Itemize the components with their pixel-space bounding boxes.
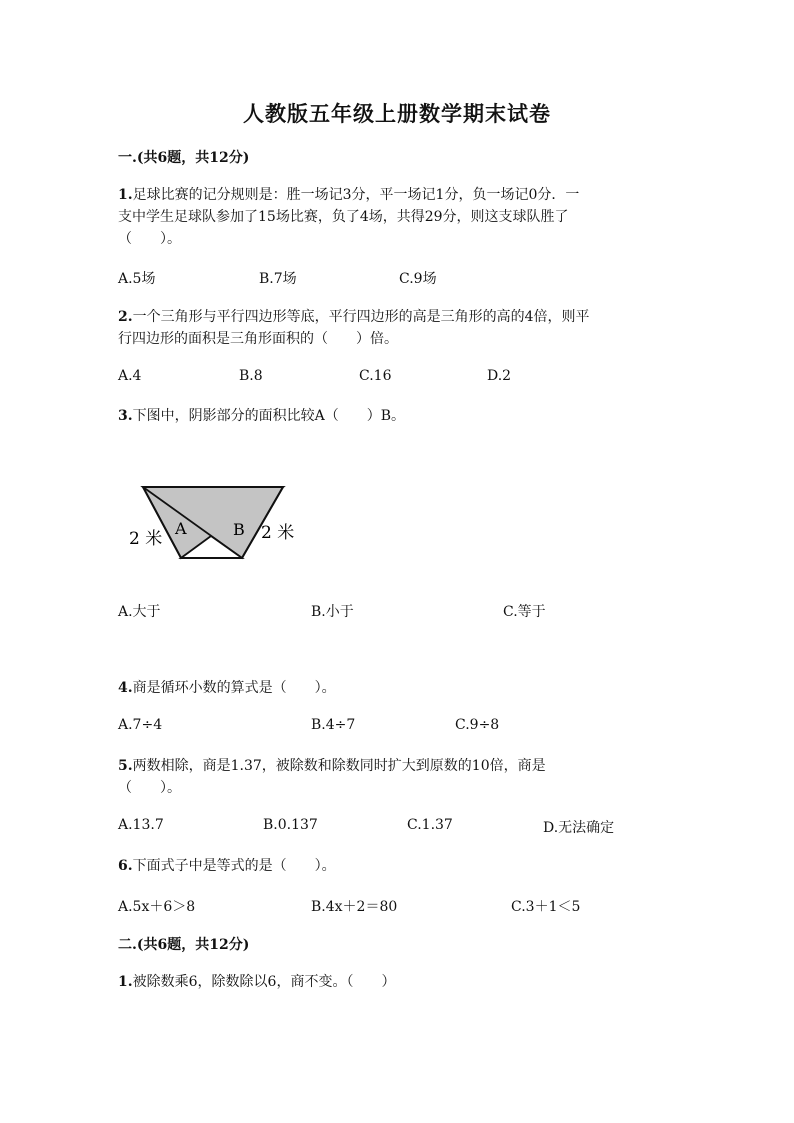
label-a: A	[175, 519, 187, 538]
option-a: A.7÷4	[118, 717, 163, 733]
option-d: D.2	[487, 368, 512, 384]
question-text-line: （ ）。	[118, 231, 181, 247]
option-b: B.小于	[311, 604, 354, 620]
question-3	[118, 405, 405, 427]
question-text-line: 下面式子中是等式的是（ ）。	[132, 858, 336, 874]
option-a: A.大于	[118, 604, 161, 620]
question-number: 1.	[118, 187, 133, 203]
question-number: 5.	[118, 758, 133, 774]
right-length-label: 2 米	[261, 523, 295, 543]
question-number: 6.	[118, 858, 133, 874]
question-text-line: 两数相除，商是1.37，被除数和除数同时扩大到原数的10倍，商是	[132, 758, 546, 774]
option-c: C.3＋1＜5	[511, 899, 581, 915]
question-text-line: 一个三角形与平行四边形等底，平行四边形的高是三角形的高的4倍，则平	[132, 309, 590, 325]
question-number: 3.	[118, 408, 133, 424]
option-a: A.5x＋6＞8	[118, 899, 196, 915]
question-text-line: 足球比赛的记分规则是：胜一场记3分，平一场记1分，负一场记0分．一	[132, 187, 580, 203]
option-d: D.无法确定	[543, 820, 615, 836]
question-number: 4.	[118, 680, 133, 696]
option-b: B.4x＋2＝80	[311, 899, 398, 915]
option-b: B.7场	[259, 271, 297, 287]
question-6	[118, 855, 336, 877]
option-b: B.0.137	[263, 817, 318, 833]
question-number: 2.	[118, 309, 133, 325]
question-number: 1.	[118, 974, 133, 990]
option-b: B.4÷7	[311, 717, 356, 733]
question-text-line: 下图中，阴影部分的面积比较A（ ）B。	[132, 408, 406, 424]
question-text-line: （ ）。	[118, 780, 181, 796]
question-text-line: 被除数乘6，除数除以6，商不变。（ ）	[132, 974, 396, 990]
option-b: B.8	[239, 368, 263, 384]
left-length-label: 2 米	[129, 529, 163, 549]
part2-question-1	[118, 971, 395, 993]
option-c: C.16	[359, 368, 392, 384]
page-title: 人教版五年级上册数学期末试卷	[243, 101, 551, 126]
trapezoid-figure	[118, 478, 308, 568]
question-text-line: 支中学生足球队参加了15场比赛，负了4场，共得29分，则这支球队胜了	[118, 209, 569, 225]
option-c: C.1.37	[407, 817, 453, 833]
option-c: C.9场	[399, 271, 437, 287]
question-5	[118, 755, 546, 799]
option-c: C.等于	[503, 604, 546, 620]
option-c: C.9÷8	[455, 717, 500, 733]
question-4	[118, 677, 336, 699]
question-2	[118, 306, 590, 350]
question-text-line: 商是循环小数的算式是（ ）。	[132, 680, 336, 696]
question-1	[118, 184, 579, 250]
section-heading-1: 一.(共6题，共12分)	[118, 150, 250, 166]
option-a: A.4	[118, 368, 142, 384]
section-heading-2: 二.(共6题，共12分)	[118, 937, 250, 953]
question-text-line: 行四边形的面积是三角形面积的（ ）倍。	[118, 331, 398, 347]
label-b: B	[233, 520, 245, 539]
option-a: A.5场	[118, 271, 156, 287]
option-a: A.13.7	[118, 817, 164, 833]
